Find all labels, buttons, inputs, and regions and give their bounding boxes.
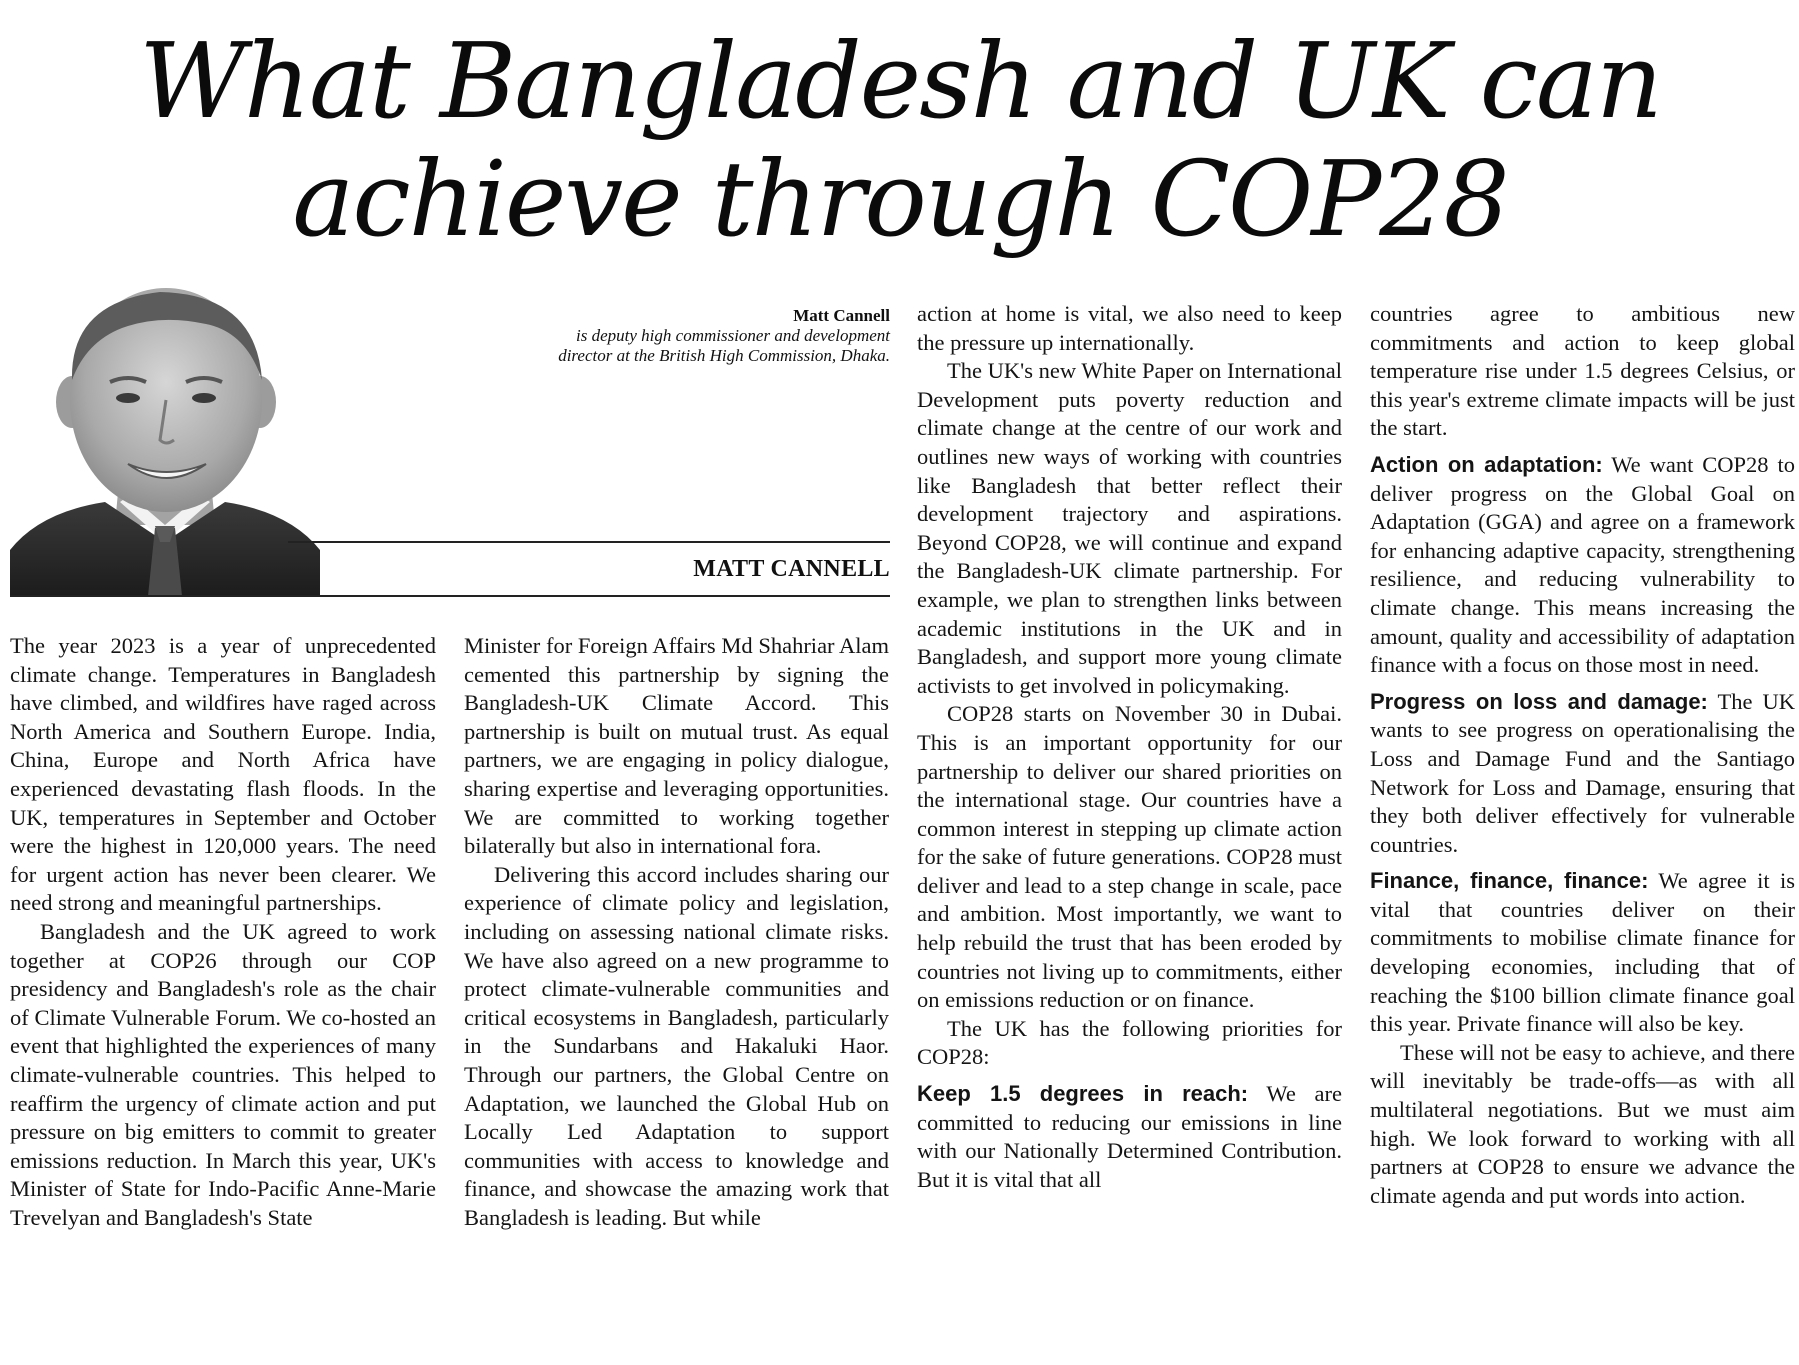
priority-lead: Keep 1.5 degrees in reach: <box>917 1081 1249 1107</box>
priority-loss-damage <box>1370 688 1795 860</box>
paragraph: COP28 starts on November 30 in Dubai. This is an important opportunity for our partnership to deliver our shared priorities on the international stage. Our countries have a common interest in stepping up climate action for the sake of future generations. COP28 must deliver and lead to a step change in scale, pace and ambition. Most importantly, we want to help rebuild the trust that has been eroded by countries not living up to commitments, either on emissions reduction or on finance. <box>917 701 1342 1013</box>
author-description: is deputy high commissioner and development director at the British High Commission, Dhaka. <box>558 326 890 365</box>
article-column-3 <box>917 300 1342 1362</box>
priority-text: The UK wants to see progress on operationalising the Loss and Damage Fund and the Santiago Network for Loss and Damage, ensuring that they both deliver effectively for vulnerable countries. <box>1370 688 1795 857</box>
paragraph: countries agree to ambitious new commitments and action to keep global temperature rise under 1.5 degrees Celsius, or this year's extreme climate impacts will be just the start. <box>1370 301 1795 441</box>
article-column-2 <box>464 632 889 1362</box>
paragraph: Bangladesh and the UK agreed to work together at COP26 through our COP presidency and Bangladesh's role as the chair of Climate Vulnerable Forum. We co-hosted an event that highlighted the experiences of many climate-vulnerable countries. This helped to reaffirm the urgency of climate action and put pressure on big emitters to commit to greater emissions reduction. In March this year, UK's Minister of State for Indo-Pacific Anne-Marie Trevelyan and Bangladesh's State <box>10 918 436 1230</box>
priority-keep-1-5 <box>917 1080 1342 1194</box>
author-bio <box>540 306 890 366</box>
byline-rule-bottom <box>10 595 890 597</box>
priority-text: We want COP28 to deliver progress on the Global Goal on Adaptation (GGA) and agree on a framework for enhancing adaptive capacity, strengthening resilience, and reducing vulnerability to climate change. This means increasing the amount, quality and accessibility of adaptation finance with a focus on those most in need. <box>1370 451 1795 678</box>
paragraph: The UK's new White Paper on International Development puts poverty reduction and climate change at the centre of our work and outlines new ways of working with countries like Bangladesh that better reflect their development trajectory and aspirations. Beyond COP28, we will continue and expand the Bangladesh-UK climate partnership. For example, we plan to strengthen links between academic institutions in the UK and in Bangladesh, and support more young climate activists to get involved in policymaking. <box>917 358 1342 698</box>
paragraph: These will not be easy to achieve, and there will inevitably be trade-offs—as with all multilateral negotiations. But we must aim high. We look forward to working with all partners at COP28 to ensure we advance the climate agenda and put words into action. <box>1370 1039 1795 1208</box>
priority-lead: Progress on loss and damage: <box>1370 688 1708 714</box>
headline: What Bangladesh and UK can achieve through COP28 <box>139 20 1661 260</box>
paragraph: The year 2023 is a year of unprecedented climate change. Temperatures in Bangladesh have climbed, and wildfires have raged across North America and Southern Europe. India, China, Europe and North Africa have experienced devastating flash floods. In the UK, temperatures in September and October were the highest in 120,000 years. The need for urgent action has never been clearer. We need strong and meaningful partnerships. <box>10 633 436 916</box>
priority-text: We agree it is vital that countries deliver on their commitments to mobilise climate finance for developing economies, including that of reaching the $100 billion climate finance goal this year. Private finance will also be key. <box>1370 868 1795 1037</box>
priority-lead: Action on adaptation: <box>1370 451 1603 477</box>
article-column-4 <box>1370 300 1795 1362</box>
priority-finance <box>1370 867 1795 1039</box>
priority-text: We are committed to reducing our emissions in line with our Nationally Determined Contribution. But it is vital that all <box>917 1081 1342 1192</box>
paragraph: Minister for Foreign Affairs Md Shahriar Alam cemented this partnership by signing the Bangladesh-UK Climate Accord. This partnership is built on mutual trust. As equal partners, we are engaging in policy dialogue, sharing expertise and leveraging opportunities. We are committed to working together bilaterally but also in international fora. <box>464 633 889 859</box>
byline-rule-top <box>288 541 890 543</box>
paragraph: Delivering this accord includes sharing our experience of climate policy and legislation, including on assessing national climate risks. We have also agreed on a new programme to protect climate-vulnerable communities and critical ecosystems in Bangladesh, particularly in the Sundarbans and Hakaluki Haor. Through our partners, the Global Centre on Adaptation, we launched the Global Hub on Locally Led Adaptation to support communities with access to knowledge and finance, and showcase the amazing work that Bangladesh is leading. But while <box>464 861 889 1230</box>
author-name: Matt Cannell <box>793 306 890 325</box>
byline: MATT CANNELL <box>693 556 890 582</box>
priority-lead: Finance, finance, finance: <box>1370 868 1649 894</box>
paragraph: action at home is vital, we also need to keep the pressure up internationally. <box>917 301 1342 355</box>
priority-adaptation <box>1370 451 1795 680</box>
article-column-1 <box>10 632 436 1362</box>
author-portrait-icon <box>10 280 320 596</box>
paragraph: The UK has the following priorities for COP28: <box>917 1015 1342 1070</box>
